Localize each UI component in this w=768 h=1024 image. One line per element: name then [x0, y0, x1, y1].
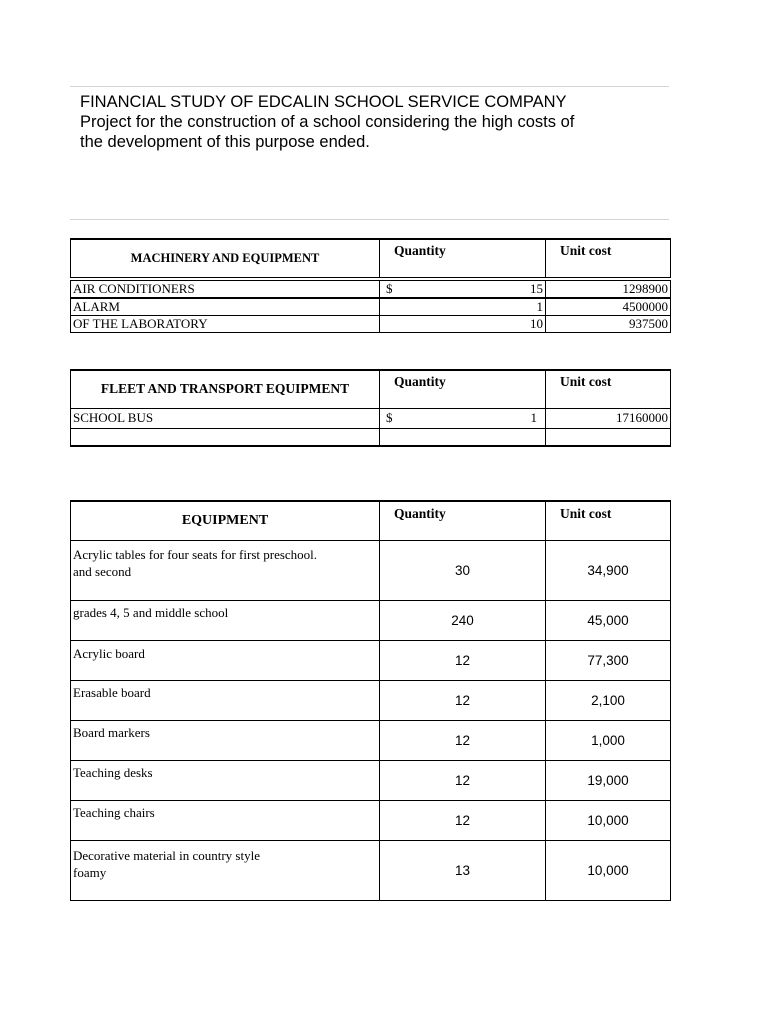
table-row: [71, 298, 671, 316]
item-name: [71, 840, 380, 900]
machinery-title: MACHINERY AND EQUIPMENT: [71, 239, 380, 277]
table-row: [71, 840, 671, 900]
unit-cost-value: 10,000: [546, 800, 671, 840]
unit-cost-value: 17160000: [546, 408, 671, 428]
empty-row: [71, 428, 671, 446]
item-name: Board markers: [71, 720, 380, 760]
equipment-header-row: [71, 501, 671, 540]
item-name-line2: and second: [73, 563, 132, 579]
quantity-value: 240: [380, 600, 546, 640]
machinery-col-unit-cost: Unit cost: [546, 239, 671, 277]
machinery-header-row: [71, 239, 671, 277]
item-name: ALARM: [71, 298, 380, 316]
table-row: [71, 280, 671, 298]
quantity-value: 12: [380, 760, 546, 800]
currency-symbol: $: [386, 280, 393, 296]
quantity-value: 12: [380, 800, 546, 840]
document-header: [70, 86, 669, 220]
quantity-cell: [380, 280, 546, 298]
quantity-value: 12: [380, 680, 546, 720]
unit-cost-value: 937500: [546, 316, 671, 333]
fleet-col-unit-cost: Unit cost: [546, 370, 671, 408]
unit-cost-value: 1298900: [546, 280, 671, 298]
table-row: [71, 316, 671, 333]
unit-cost-value: 34,900: [546, 540, 671, 600]
table-row: [71, 640, 671, 680]
unit-cost-value: 1,000: [546, 720, 671, 760]
unit-cost-value: 4500000: [546, 298, 671, 316]
header-text: [80, 92, 640, 152]
equipment-col-quantity: Quantity: [380, 501, 546, 540]
quantity-value: 10: [380, 316, 546, 333]
quantity-cell: [380, 408, 546, 428]
fleet-table: [70, 369, 671, 447]
machinery-table: [70, 238, 671, 333]
currency-symbol: $: [386, 409, 393, 425]
document-subtitle-line2: the development of this purpose ended.: [80, 133, 370, 151]
document-title: FINANCIAL STUDY OF EDCALIN SCHOOL SERVICE COMPANY: [80, 93, 567, 111]
unit-cost-value: 2,100: [546, 680, 671, 720]
equipment-col-unit-cost: Unit cost: [546, 501, 671, 540]
item-name: Acrylic board: [71, 640, 380, 680]
unit-cost-value: 10,000: [546, 840, 671, 900]
fleet-col-quantity: Quantity: [380, 370, 546, 408]
quantity-value: 1: [530, 409, 537, 425]
item-name: [71, 540, 380, 600]
equipment-title: EQUIPMENT: [71, 501, 380, 540]
quantity-value: 13: [380, 840, 546, 900]
table-row: [71, 680, 671, 720]
quantity-value: 12: [380, 640, 546, 680]
equipment-table: [70, 500, 671, 901]
unit-cost-value: 45,000: [546, 600, 671, 640]
fleet-header-row: [71, 370, 671, 408]
unit-cost-value: 19,000: [546, 760, 671, 800]
quantity-value: 1: [380, 298, 546, 316]
table-row: [71, 600, 671, 640]
machinery-col-quantity: Quantity: [380, 239, 546, 277]
item-name: grades 4, 5 and middle school: [71, 600, 380, 640]
item-name: SCHOOL BUS: [71, 408, 380, 428]
item-name: Teaching desks: [71, 760, 380, 800]
item-name-line1: Acrylic tables for four seats for first preschool.: [73, 546, 318, 562]
fleet-title: FLEET AND TRANSPORT EQUIPMENT: [71, 370, 380, 408]
unit-cost-value: 77,300: [546, 640, 671, 680]
item-name-line2: foamy: [73, 864, 107, 880]
table-row: [71, 760, 671, 800]
quantity-value: 15: [530, 280, 543, 296]
quantity-value: 12: [380, 720, 546, 760]
item-name-line1: Decorative material in country style: [73, 847, 260, 863]
item-name: Teaching chairs: [71, 800, 380, 840]
quantity-value: 30: [380, 540, 546, 600]
table-row: [71, 800, 671, 840]
table-row: [71, 540, 671, 600]
item-name: OF THE LABORATORY: [71, 316, 380, 333]
item-name: Erasable board: [71, 680, 380, 720]
document-subtitle-line1: Project for the construction of a school considering the high costs of: [80, 113, 575, 131]
table-row: [71, 408, 671, 428]
table-row: [71, 720, 671, 760]
item-name: AIR CONDITIONERS: [71, 280, 380, 298]
